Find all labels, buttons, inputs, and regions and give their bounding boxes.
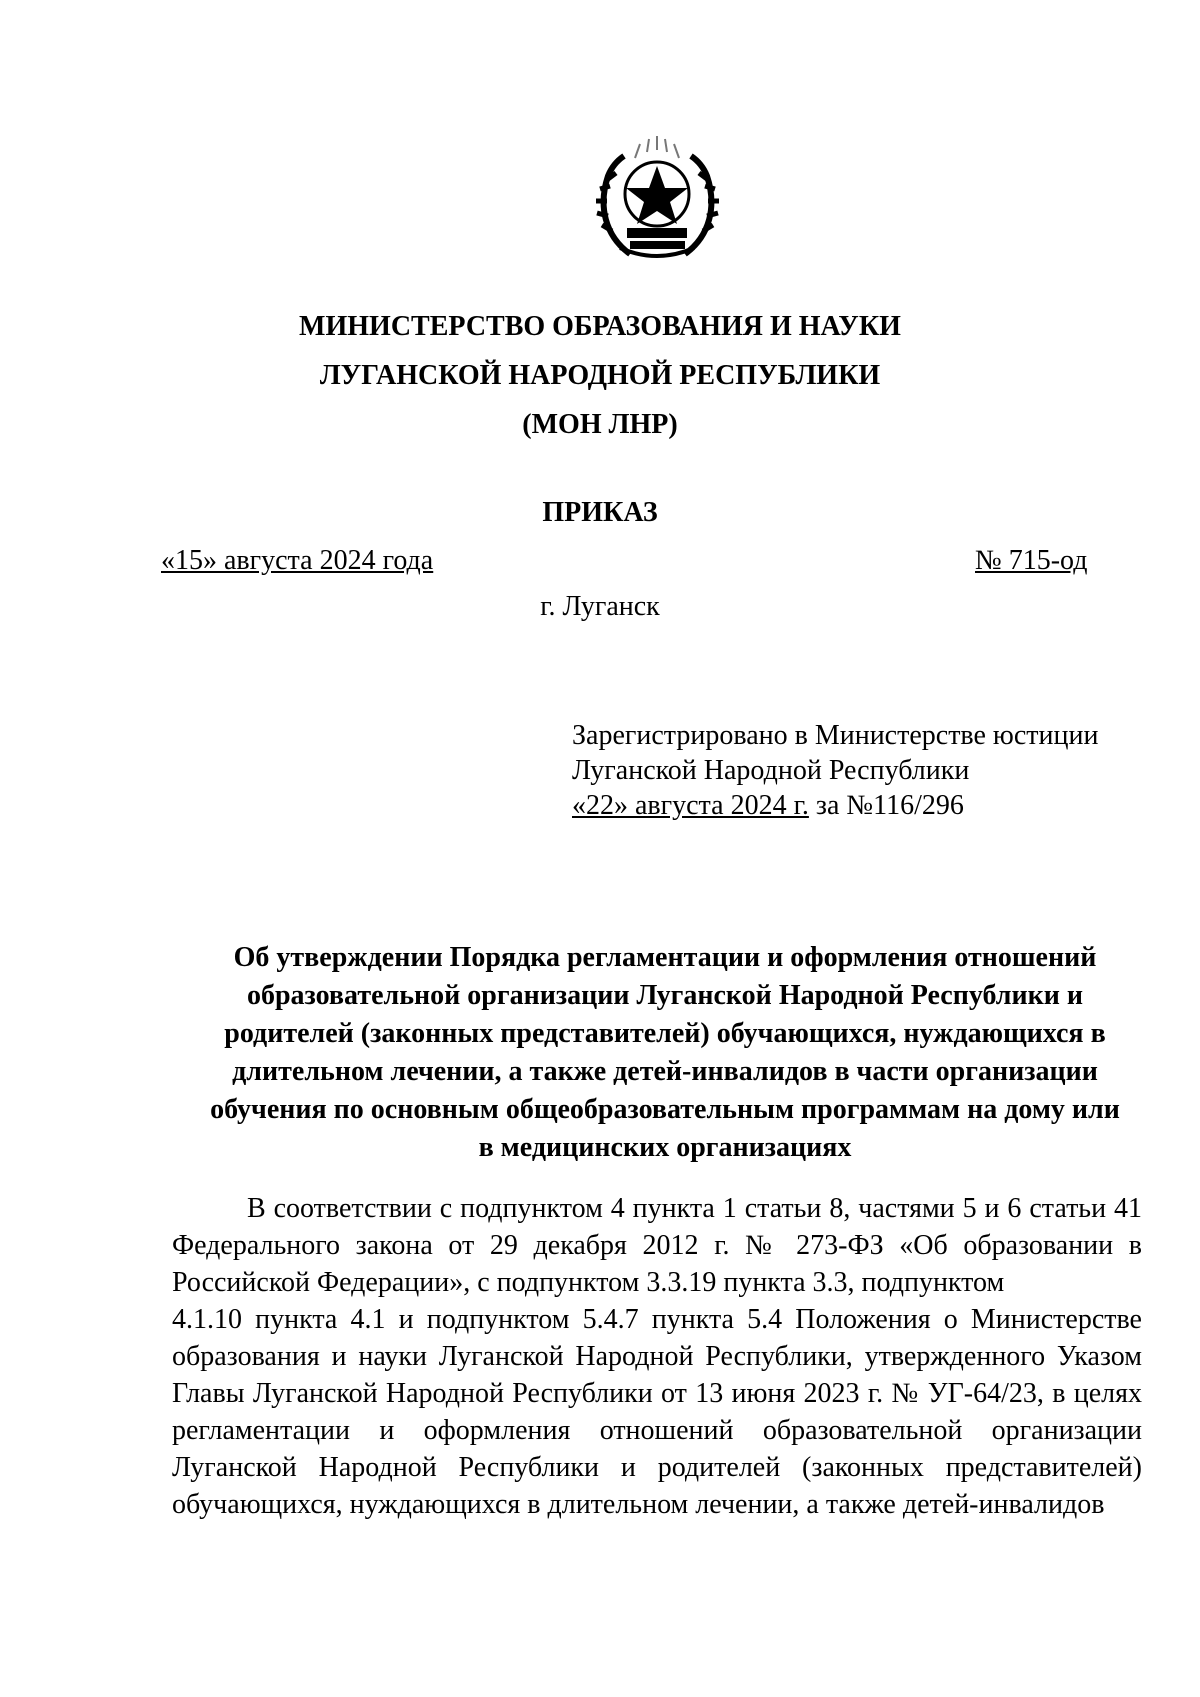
registration-date: «22» августа 2024 г. xyxy=(572,790,809,821)
title-line-2: образовательной организации Луганской Народной Республики и xyxy=(246,980,1084,1011)
document-type: ПРИКАЗ xyxy=(542,497,658,528)
title-line-5: обучения по основным общеобразовательным программам на дому или xyxy=(210,1094,1120,1125)
document-title xyxy=(190,939,1140,1167)
ministry-line-2: ЛУГАНСКОЙ НАРОДНОЙ РЕСПУБЛИКИ xyxy=(319,360,881,391)
registration-line-3 xyxy=(572,788,1098,823)
lnr-coat-of-arms-icon xyxy=(590,136,725,261)
registration-line-2: Луганской Народной Республики xyxy=(572,755,970,786)
city: г. Луганск xyxy=(540,591,660,622)
title-line-6: в медицинских организациях xyxy=(478,1132,852,1163)
body-paragraph-2: 4.1.10 пункта 4.1 и подпунктом 5.4.7 пункта 5.4 Положения о Министерстве образования и науки Луганской Народной Республики, утвержденного Указом Главы Луганской Народной Республики от 13 июня 2023 г. № УГ-64/23, в целях регламентации и оформления отношений образовательной организации Луганской Народной Республики и родителей (законных представителей) обучающихся, нуждающихся в длительном лечении, а также детей-инвалидов xyxy=(172,1304,1142,1520)
body-paragraph-1: В соответствии с подпунктом 4 пункта 1 статьи 8, частями 5 и 6 статьи 41 Федерального закона от 29 декабря 2012 г. № 273-ФЗ «Об образовании в Российской Федерации», с подпунктом 3.3.19 пункта 3.3, подпунктом xyxy=(172,1193,1142,1298)
ministry-line-1: МИНИСТЕРСТВО ОБРАЗОВАНИЯ И НАУКИ xyxy=(299,311,901,342)
registration-line-1: Зарегистрировано в Министерстве юстиции xyxy=(572,720,1099,751)
ministry-name xyxy=(0,302,1200,449)
title-line-3: родителей (законных представителей) обучающихся, нуждающихся в xyxy=(224,1018,1106,1049)
registration-block xyxy=(572,718,1098,823)
order-date: «15» августа 2024 года xyxy=(161,545,434,576)
title-line-4: длительном лечении, а также детей-инвалидов в части организации xyxy=(232,1056,1098,1087)
registration-number: за №116/296 xyxy=(808,790,964,821)
document-body xyxy=(172,1190,1142,1523)
order-number: № 715-од xyxy=(975,545,1088,576)
title-line-1: Об утверждении Порядка регламентации и оформления отношений xyxy=(233,942,1097,973)
ministry-line-3: (МОН ЛНР) xyxy=(522,409,678,440)
